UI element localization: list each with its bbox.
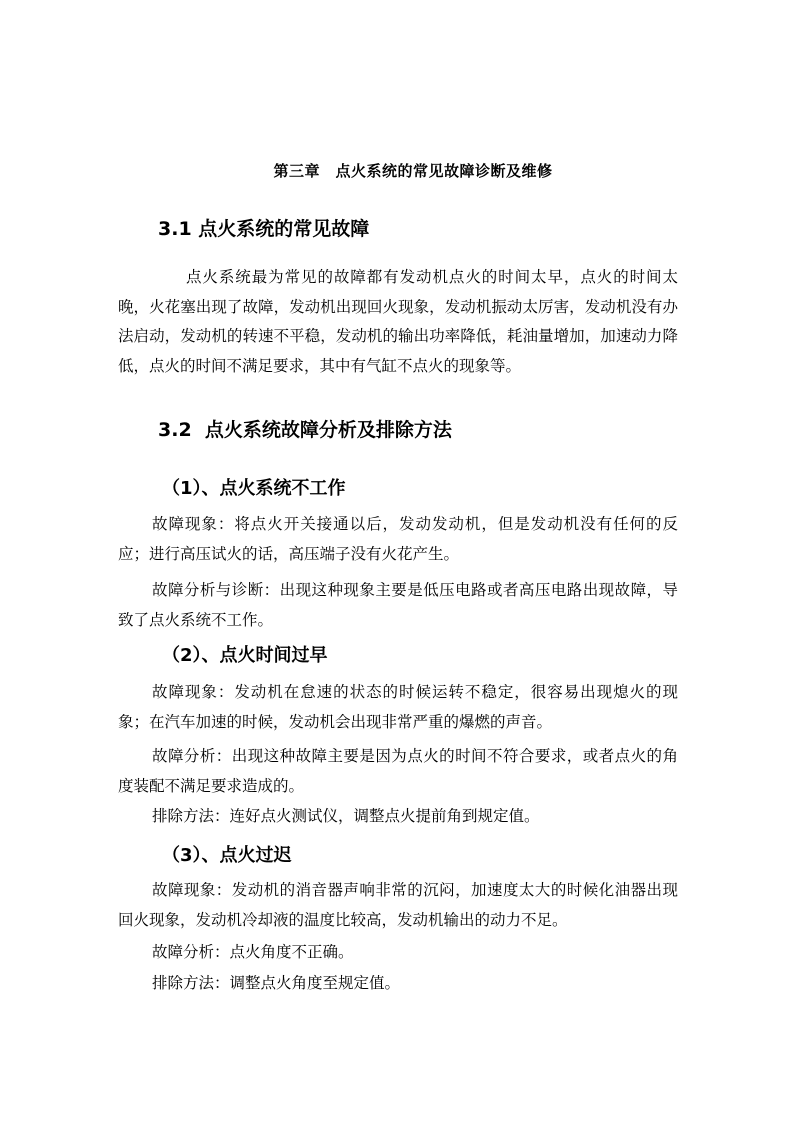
fault-1-symptom: 故障现象：将点火开关接通以后，发动发动机，但是发动机没有任何的反应；进行高压试火的话，高压端子没有火花产生。 xyxy=(118,515,678,563)
fault-3-title: （3）、点火过迟 xyxy=(162,845,292,866)
fault-3-symptom: 故障现象：发动机的消音器声响非常的沉闷，加速度太大的时候化油器出现回火现象，发动机冷却液的温度比较高，发动机输出的动力不足。 xyxy=(118,881,678,929)
fault-3-remedy: 排除方法：调整点火角度至规定值。 xyxy=(152,974,401,992)
fault-2-analysis: 故障分析：出现这种故障主要是因为点火的时间不符合要求，或者点火的角度装配不满足要求造成的。 xyxy=(118,747,678,795)
section-heading-3-1: 3.1 点火系统的常见故障 xyxy=(158,218,370,240)
chapter-title: 第三章 点火系统的常见故障诊断及维修 xyxy=(273,162,553,180)
fault-2-symptom: 故障现象：发动机在怠速的状态的时候运转不稳定，很容易出现熄火的现象；在汽车加速的时候，发动机会出现非常严重的爆燃的声音。 xyxy=(118,683,678,731)
fault-2-title: （2）、点火时间过早 xyxy=(162,645,328,666)
section-heading-3-2: 3.2 点火系统故障分析及排除方法 xyxy=(158,419,452,441)
fault-3-analysis: 故障分析：点火角度不正确。 xyxy=(152,943,354,961)
section-3-1-paragraph: 点火系统最为常见的故障都有发动机点火的时间太早，点火的时间太晚，火花塞出现了故障，发动机出现回火现象，发动机振动太厉害，发动机没有办法启动，发动机的转速不平稳，发动机的输出功率降低，耗油量增加，加速动力降低，点火的时间不满足要求，其中有气缸不点火的现象等。 xyxy=(118,268,678,375)
fault-2-remedy: 排除方法：连好点火测试仪，调整点火提前角到规定值。 xyxy=(152,807,540,825)
fault-1-title: （1）、点火系统不工作 xyxy=(162,478,346,499)
fault-1-analysis: 故障分析与诊断：出现这种现象主要是低压电路或者高压电路出现故障，导致了点火系统不工作。 xyxy=(118,581,678,629)
